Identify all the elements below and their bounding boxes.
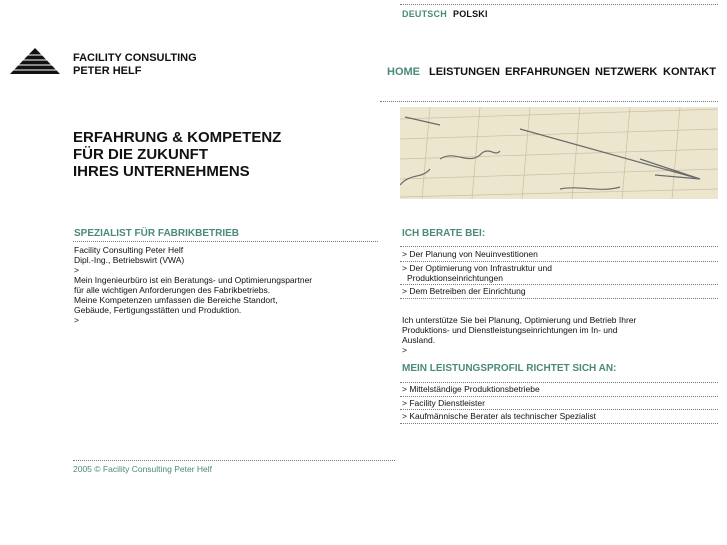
headline-line-2: FÜR DIE ZUKUNFT — [73, 146, 208, 163]
right-divider-7 — [400, 409, 718, 410]
hero-sketch-image — [400, 107, 718, 199]
nav-home[interactable]: HOME — [387, 66, 420, 78]
hero-headline — [73, 129, 281, 180]
consult-item-2[interactable]: > Der Optimierung von Infrastruktur und — [402, 263, 552, 273]
right-divider-4 — [400, 298, 718, 299]
nav-netzwerk[interactable]: NETZWERK — [595, 66, 658, 78]
intro-line-4: Gebäude, Fertigungsstätten und Produktion. — [74, 305, 242, 315]
right-divider-2 — [400, 261, 718, 262]
intro-line-3: Meine Kompetenzen umfassen die Bereiche Standort, — [74, 295, 278, 305]
left-section-heading: SPEZIALIST FÜR FABRIKBETRIEB — [74, 228, 240, 239]
more-link-3[interactable]: > — [402, 345, 407, 355]
top-divider — [400, 4, 718, 5]
logo-text[interactable] — [73, 52, 197, 78]
support-paragraph — [402, 315, 712, 355]
left-intro-block — [74, 245, 374, 325]
right-divider-6 — [400, 396, 718, 397]
consult-item-1[interactable]: > Der Planung von Neuinvestitionen — [402, 249, 538, 259]
more-link-2[interactable]: > — [74, 315, 79, 325]
footer-divider — [73, 460, 395, 461]
support-line-3: Ausland. — [402, 335, 436, 345]
intro-line-2: für alle wichtigen Anforderungen des Fabrikbetriebs. — [74, 285, 271, 295]
company-title: Dipl.-Ing., Betriebswirt (VWA) — [74, 255, 185, 265]
profile-item-3[interactable]: > Kaufmännische Berater als technischer Spezialist — [402, 411, 596, 421]
nav-divider — [380, 101, 718, 102]
right-divider-8 — [400, 423, 718, 424]
logo-line-name: PETER HELF — [73, 65, 142, 77]
right-section-heading-2: MEIN LEISTUNGSPROFIL RICHTET SICH AN: — [402, 363, 617, 374]
logo-line-company: FACILITY CONSULTING — [73, 52, 197, 64]
footer-copyright: 2005 © Facility Consulting Peter Helf — [73, 464, 213, 474]
consult-item-2-cont[interactable]: Produktionseinrichtungen — [407, 273, 503, 283]
nav-erfahrungen[interactable]: ERFAHRUNGEN — [505, 66, 590, 78]
nav-leistungen[interactable]: LEISTUNGEN — [429, 66, 500, 78]
nav-kontakt[interactable]: KONTAKT — [663, 66, 716, 78]
support-line-2: Produktions- und Dienstleistungseinrichtungen im In- und — [402, 325, 618, 335]
logo-pyramid-icon[interactable] — [9, 47, 61, 75]
more-link-1[interactable]: > — [74, 265, 79, 275]
right-divider-5 — [400, 382, 718, 383]
company-name: Facility Consulting Peter Helf — [74, 245, 184, 255]
intro-line-1: Mein Ingenieurbüro ist ein Beratungs- und Optimierungspartner — [74, 275, 313, 285]
language-link-deutsch[interactable]: DEUTSCH — [402, 9, 447, 19]
language-link-polski[interactable]: POLSKI — [453, 9, 488, 19]
consult-item-3[interactable]: > Dem Betreiben der Einrichtung — [402, 286, 526, 296]
support-line-1: Ich unterstütze Sie bei Planung, Optimierung und Betrieb Ihrer — [402, 315, 637, 325]
profile-item-1[interactable]: > Mittelständige Produktionsbetriebe — [402, 384, 540, 394]
headline-line-3: IHRES UNTERNEHMENS — [73, 163, 250, 180]
headline-line-1: ERFAHRUNG & KOMPETENZ — [73, 129, 282, 146]
right-section-heading-1: ICH BERATE BEI: — [402, 228, 486, 239]
right-divider-1 — [400, 246, 718, 247]
profile-item-2[interactable]: > Facility Dienstleister — [402, 398, 485, 408]
left-heading-divider — [73, 241, 378, 242]
right-divider-3 — [400, 284, 718, 285]
